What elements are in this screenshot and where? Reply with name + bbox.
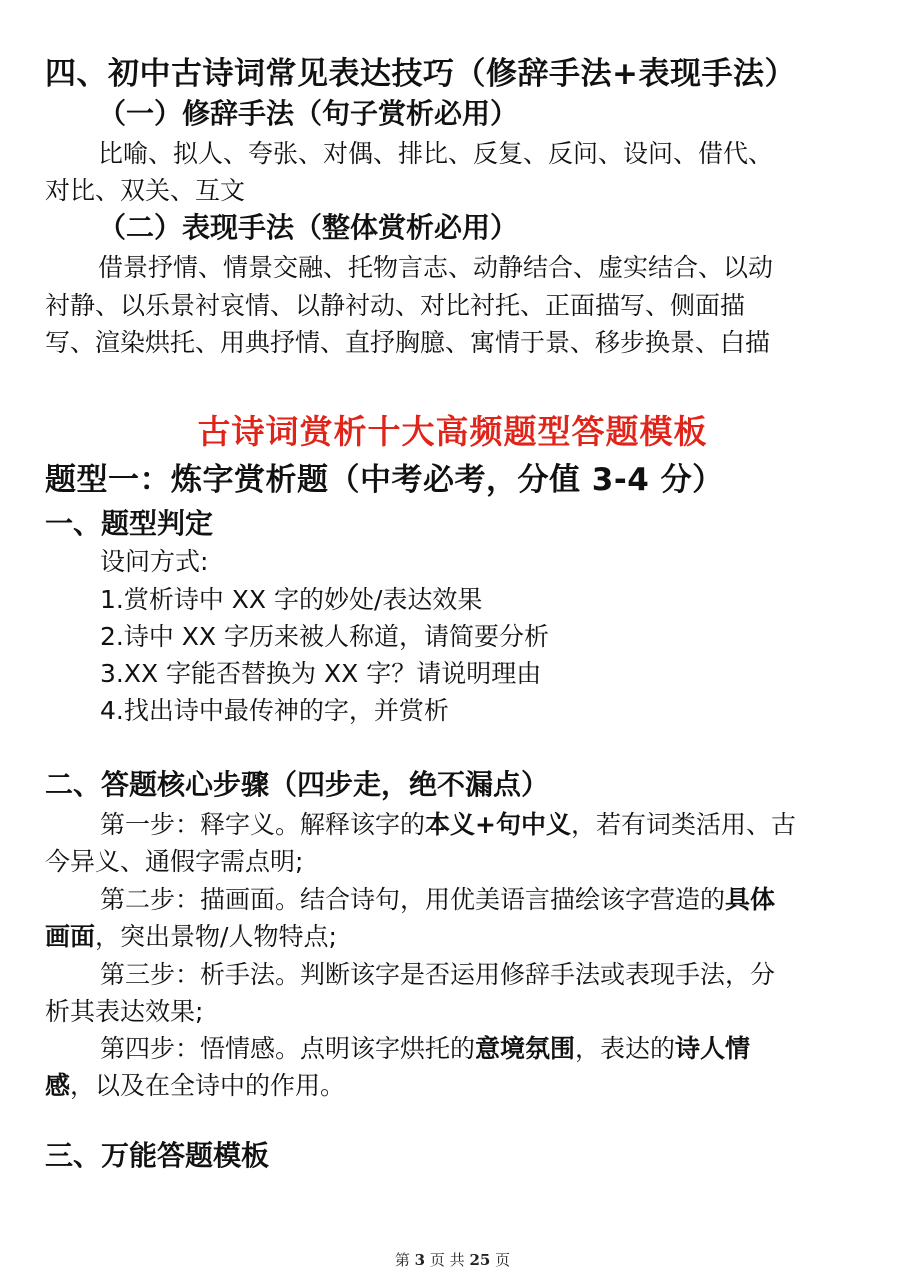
part3-title: 三、万能答题模板: [45, 1139, 270, 1172]
step3-line1: 第三步：析手法。判断该字是否运用修辞手法或表现手法，分: [100, 960, 776, 989]
page-footer: [0, 1249, 905, 1270]
step4-line2: [45, 1066, 345, 1102]
step1-line1: [100, 805, 796, 841]
type1-title: 题型一：炼字赏析题（中考必考，分值 3-4 分）: [45, 462, 724, 498]
rhetoric-list-line1: 比喻、拟人、夸张、对偶、排比、反复、反问、设问、借代、: [98, 139, 774, 168]
ask-item-3: 3.XX 字能否替换为 XX 字？请说明理由: [100, 659, 542, 688]
part1-title: 一、题型判定: [45, 507, 214, 540]
ask-item-4: 4.找出诗中最传神的字，并赏析: [100, 696, 449, 725]
step2-emphasis: 具体: [725, 885, 776, 914]
footer-total-pages: 25: [469, 1251, 491, 1269]
main-title: 古诗词赏析十大高频题型答题模板: [197, 412, 708, 451]
step2-emphasis-cont: 画面: [45, 922, 96, 951]
footer-mid: 页 共: [429, 1251, 465, 1269]
footer-page-number: 3: [414, 1251, 426, 1269]
step2-text-cont: ，突出景物/人物特点;: [95, 922, 337, 951]
step2-text: 第二步：描画面。结合诗句，用优美语言描绘该字营造的: [100, 885, 726, 914]
expression-list-line3: 写、渲染烘托、用典抒情、直抒胸臆、寓情于景、移步换景、白描: [45, 328, 771, 357]
part2-title: 二、答题核心步骤（四步走，绝不漏点）: [45, 768, 550, 801]
step1-text: 第一步：释字义。解释该字的: [100, 810, 426, 839]
ask-item-2: 2.诗中 XX 字历来被人称道，请简要分析: [100, 622, 550, 651]
footer-post: 页: [495, 1251, 511, 1269]
step2-line1: [100, 880, 775, 916]
step4-text: 第四步：悟情感。点明该字烘托的: [100, 1034, 476, 1063]
step1-line2: 今异义、通假字需点明;: [45, 847, 304, 876]
step3-line2: 析其表达效果;: [45, 997, 204, 1026]
step4-text-mid: ，表达的: [575, 1034, 676, 1063]
step2-line2: [45, 917, 337, 953]
footer-pre: 第: [394, 1251, 410, 1269]
step4-line1: [100, 1029, 750, 1065]
rhetoric-subtitle: （一）修辞手法（句子赏析必用）: [98, 97, 519, 130]
expression-subtitle: （二）表现手法（整体赏析必用）: [98, 211, 519, 244]
expression-list-line2: 衬静、以乐景衬哀情、以静衬动、对比衬托、正面描写、侧面描: [45, 291, 746, 320]
ask-item-1: 1.赏析诗中 XX 字的妙处/表达效果: [100, 585, 483, 614]
expression-list-line1: 借景抒情、情景交融、托物言志、动静结合、虚实结合、以动: [98, 253, 774, 282]
rhetoric-list-line2: 对比、双关、互文: [45, 176, 246, 205]
step4-emphasis-emotion-cont: 感: [45, 1071, 71, 1100]
step1-emphasis: 本义+句中义: [425, 810, 571, 839]
step4-emphasis-mood: 意境氛围: [475, 1034, 576, 1063]
ask-label: 设问方式:: [100, 547, 209, 576]
step1-text-cont: ，若有词类活用、古: [570, 810, 796, 839]
section4-title: 四、初中古诗词常见表达技巧（修辞手法+表现手法）: [45, 56, 796, 92]
step4-text-end: ，以及在全诗中的作用。: [70, 1071, 346, 1100]
step4-emphasis-emotion: 诗人情: [675, 1034, 751, 1063]
